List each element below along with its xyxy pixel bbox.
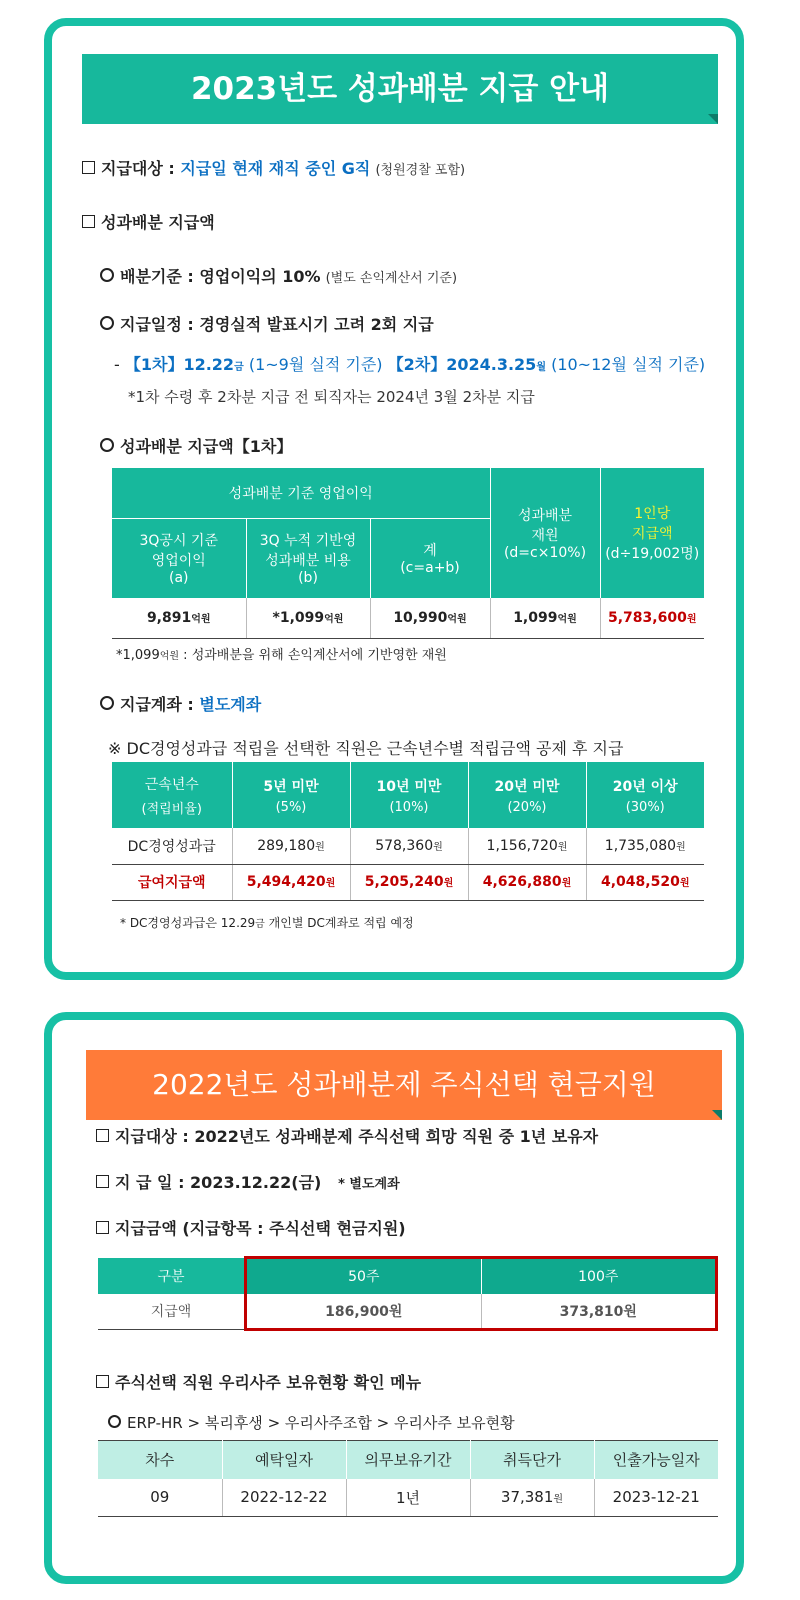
header-line: (5%) <box>275 799 307 815</box>
basis-row <box>100 264 457 287</box>
cell-unit: 억원 <box>447 613 467 625</box>
table3-cell-100: 373,810원 <box>481 1294 716 1330</box>
p2-date-row <box>96 1170 400 1193</box>
table1-header-e <box>600 468 704 598</box>
circle-bullet-icon <box>100 268 114 282</box>
header-line: 20년 이상 <box>612 778 678 795</box>
performance-payment-panel <box>44 18 744 980</box>
header-line: (d÷19,002명) <box>605 546 700 562</box>
round2-note: (10~12월 실적 기준) <box>551 355 706 374</box>
table2-header-10y <box>350 762 468 828</box>
panel2-banner-title: 2022년도 성과배분제 주식선택 현금지원 <box>86 1050 722 1120</box>
dc-footnote <box>120 914 414 931</box>
target-label: 지급대상 : <box>101 159 181 178</box>
circle-bullet-icon <box>100 438 114 452</box>
cell-unit: 억원 <box>191 613 211 625</box>
round2-label: 【2차】2024.3.25 <box>387 355 537 374</box>
table2-pay-cell <box>232 864 350 900</box>
basis-note: (별도 손익계산서 기준) <box>325 271 458 286</box>
table3-row-label: 지급액 <box>98 1294 246 1330</box>
cell-unit: 원 <box>433 841 443 853</box>
checkbox-square-icon <box>82 161 95 174</box>
table2-header-5y <box>232 762 350 828</box>
table2-pay-cell <box>586 864 704 900</box>
amount-heading-text: 성과배분 지급액 <box>101 213 215 232</box>
table-row <box>112 598 704 638</box>
table4-header: 차수 <box>98 1441 222 1479</box>
table4-header: 예탁일자 <box>222 1441 346 1479</box>
footnote-value: *1,099 <box>116 648 160 663</box>
table-row <box>98 1479 718 1517</box>
table4-header: 취득단가 <box>470 1441 594 1479</box>
header-line: (적립비율) <box>141 801 202 817</box>
table2-pay-cell <box>468 864 586 900</box>
table2-header-20y-plus <box>586 762 704 828</box>
cell-unit: 억원 <box>324 613 344 625</box>
circle-bullet-icon <box>100 316 114 330</box>
table2-pay-label: 급여지급액 <box>112 864 232 900</box>
account-value: 별도계좌 <box>199 695 262 714</box>
header-line: 20년 미만 <box>494 778 560 795</box>
round1-note: (1~9월 실적 기준) <box>248 355 383 374</box>
table2-dc-label: DC경영성과급 <box>112 828 232 864</box>
cell-value: 4,048,520 <box>601 874 680 890</box>
header-line: 지급액 <box>631 526 673 542</box>
header-line: (10%) <box>389 799 429 815</box>
cell-value: *1,099 <box>272 609 325 626</box>
header-line: 성과배분 비용 <box>265 553 351 570</box>
footnote-text: * DC경영성과급은 12.29 <box>120 916 256 930</box>
checkbox-square-icon <box>96 1175 109 1188</box>
table1-cell-a <box>112 598 246 638</box>
cell-unit: 원 <box>676 841 686 853</box>
dc-notice: ※ DC경영성과급 적립을 선택한 직원은 근속년수별 적립금액 공제 후 지급 <box>108 739 624 758</box>
round1-amount-heading-text: 성과배분 지급액【1차】 <box>120 437 293 456</box>
checkbox-square-icon <box>96 1375 109 1388</box>
table2-pay-cell <box>350 864 468 900</box>
cell-value: 1,735,080 <box>604 837 677 854</box>
header-line: 영업이익 <box>151 553 206 570</box>
cell-unit: 원 <box>325 878 336 889</box>
table1-cell-d <box>490 598 600 638</box>
basis-label: 배분기준 : 영업이익의 10% <box>120 267 321 286</box>
header-line: (d=c×10%) <box>503 545 587 561</box>
cell-value: 5,783,600 <box>608 609 687 626</box>
cell-value: 5,494,420 <box>246 874 326 890</box>
cell-unit: 원 <box>553 1494 564 1506</box>
menu-heading-row <box>96 1370 421 1393</box>
cell-unit: 원 <box>443 878 454 889</box>
account-row <box>100 692 261 715</box>
header-line: 3Q 누적 기반영 <box>259 533 357 550</box>
table4-header: 의무보유기간 <box>346 1441 470 1479</box>
table2-dc-cell <box>232 828 350 864</box>
stock-option-cash-panel <box>44 1012 744 1584</box>
header-line: 재원 <box>531 528 559 544</box>
table4-cell: 1년 <box>346 1479 470 1517</box>
p2-target-text: 지급대상 : 2022년도 성과배분제 주식선택 희망 직원 중 1년 보유자 <box>115 1127 599 1146</box>
target-value: 지급일 현재 재직 중인 G직 <box>180 159 371 178</box>
cell-value: 578,360 <box>375 837 434 854</box>
schedule-footnote: *1차 수령 후 2차분 지급 전 퇴직자는 2024년 3월 2차분 지급 <box>128 388 535 406</box>
p2-date-note: * 별도계좌 <box>338 1177 400 1192</box>
table2-header-years <box>112 762 232 828</box>
cell-value: 37,381 <box>500 1488 554 1507</box>
table1-header-a <box>112 518 246 598</box>
menu-path-row <box>108 1412 515 1433</box>
banner-fold-icon <box>712 1110 722 1120</box>
target-row <box>82 156 465 179</box>
panel1-banner-title: 2023년도 성과배분 지급 안내 <box>82 54 718 124</box>
table2-dc-cell <box>586 828 704 864</box>
header-line: 근속년수 <box>144 776 199 793</box>
menu-heading-text: 주식선택 직원 우리사주 보유현황 확인 메뉴 <box>115 1373 422 1392</box>
round1-amount-table <box>112 468 704 639</box>
table1-cell-c <box>370 598 490 638</box>
cell-value: 5,205,240 <box>364 874 444 890</box>
table3-header-100: 100주 <box>481 1258 716 1294</box>
p2-amount-text: 지급금액 (지급항목 : 주식선택 현금지원) <box>115 1219 406 1238</box>
circle-bullet-icon <box>108 1415 121 1428</box>
header-line: 10년 미만 <box>376 778 442 795</box>
cell-value: 9,891 <box>146 609 192 626</box>
table3-header-category: 구분 <box>98 1258 246 1294</box>
schedule-label: 지급일정 : 경영실적 발표시기 고려 2회 지급 <box>120 315 434 334</box>
schedule-dates-row <box>114 352 705 375</box>
header-line: (b) <box>298 570 318 587</box>
cell-unit: 원 <box>679 878 690 889</box>
cell-value: 1,156,720 <box>486 837 558 854</box>
table1-header-d <box>490 468 600 598</box>
cell-value: 10,990 <box>393 609 448 626</box>
table1-header-group: 성과배분 기준 영업이익 <box>112 468 490 518</box>
footnote-unit: 억원 <box>159 651 180 662</box>
checkbox-square-icon <box>96 1221 109 1234</box>
footnote-text: 개인별 DC계좌로 적립 예정 <box>264 916 414 930</box>
p2-amount-row <box>96 1216 406 1239</box>
table4-cell: 09 <box>98 1479 222 1517</box>
table-row <box>112 828 704 864</box>
cell-unit: 원 <box>686 613 697 625</box>
header-line: 계 <box>423 543 437 560</box>
header-line: 성과배분 <box>517 508 573 524</box>
p2-target-row <box>96 1124 598 1147</box>
table1-header-c <box>370 518 490 598</box>
footnote-text: : 성과배분을 위해 손익계산서에 기반영한 재원 <box>179 648 447 663</box>
account-label: 지급계좌 : <box>120 695 200 714</box>
footnote-day: 금 <box>255 919 265 930</box>
table-row <box>112 864 704 900</box>
table1-cell-e <box>600 598 704 638</box>
cell-unit: 원 <box>315 841 325 853</box>
banner-fold-icon <box>708 114 718 124</box>
cell-value: 289,180 <box>257 837 316 854</box>
table4-cell <box>470 1479 594 1517</box>
menu-path-text: ERP-HR > 복리후생 > 우리사주조합 > 우리사주 보유현황 <box>127 1414 515 1432</box>
table2-dc-cell <box>468 828 586 864</box>
p2-date-text: 지 급 일 : 2023.12.22(금) <box>115 1173 322 1192</box>
table4-cell: 2023-12-21 <box>594 1479 718 1517</box>
round1-amount-heading <box>100 434 292 457</box>
cell-value: 1,099 <box>513 609 558 626</box>
header-line: (a) <box>168 570 189 587</box>
table1-header-b <box>246 518 370 598</box>
table1-footnote <box>116 644 447 663</box>
header-line: 3Q공시 기준 <box>139 533 218 550</box>
header-line: (30%) <box>625 799 665 815</box>
target-note: (청원경찰 포함) <box>375 163 466 178</box>
holdings-table <box>98 1440 718 1517</box>
cell-unit: 원 <box>557 841 568 853</box>
cell-unit: 원 <box>561 878 572 889</box>
stock-cash-table <box>98 1256 718 1331</box>
round1-label: 【1차】12.22 <box>124 355 235 374</box>
checkbox-square-icon <box>96 1129 109 1142</box>
table3-cell-50: 186,900원 <box>246 1294 481 1330</box>
cell-unit: 억원 <box>557 613 577 625</box>
amount-heading <box>82 210 215 233</box>
round2-day: 월 <box>536 362 546 373</box>
table3-header-50: 50주 <box>246 1258 481 1294</box>
table1-cell-b <box>246 598 370 638</box>
cell-value: 4,626,880 <box>482 874 562 890</box>
schedule-row <box>100 312 434 335</box>
header-line: 1인당 <box>634 506 671 522</box>
round1-day: 금 <box>234 362 244 373</box>
table4-header: 인출가능일자 <box>594 1441 718 1479</box>
header-line: (20%) <box>507 799 547 815</box>
checkbox-square-icon <box>82 215 95 228</box>
table2-dc-cell <box>350 828 468 864</box>
table4-cell: 2022-12-22 <box>222 1479 346 1517</box>
table2-header-20y <box>468 762 586 828</box>
dc-deduction-table <box>112 762 704 901</box>
circle-bullet-icon <box>100 696 114 710</box>
schedule-prefix: - <box>114 355 125 374</box>
header-line: (c=a+b) <box>400 560 460 577</box>
table-row <box>98 1294 717 1330</box>
header-line: 5년 미만 <box>263 778 319 795</box>
